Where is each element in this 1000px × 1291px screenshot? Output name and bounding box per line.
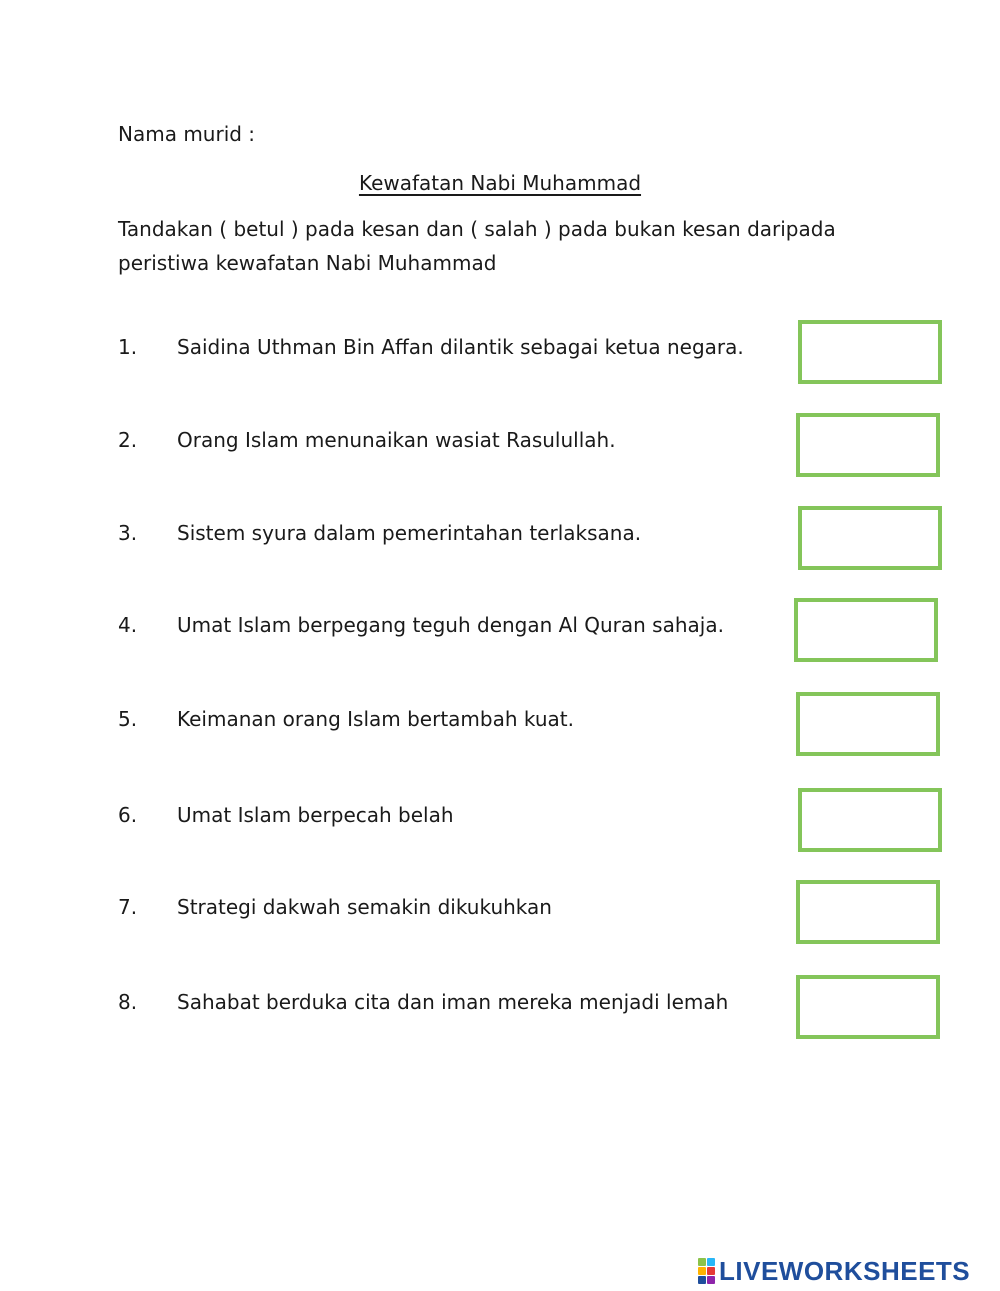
question-number: 1. [118,335,138,359]
answer-box-4[interactable] [794,598,938,662]
question-row-5 [0,692,1000,756]
answer-box-3[interactable] [798,506,942,570]
question-row-4 [0,598,1000,662]
question-row-1 [0,320,1000,384]
instruction-text: Tandakan ( betul ) pada kesan dan ( salah ) pada bukan kesan daripada peristiwa kewafatan Nabi Muhammad [118,217,836,275]
question-number: 3. [118,521,138,545]
answer-box-1[interactable] [798,320,942,384]
answer-box-2[interactable] [796,413,940,477]
question-row-2 [0,413,1000,477]
question-number: 6. [118,803,138,827]
question-row-8 [0,975,1000,1039]
answer-box-8[interactable] [796,975,940,1039]
question-row-7 [0,880,1000,944]
liveworksheets-logo [698,1254,970,1288]
question-text: Strategi dakwah semakin dikukuhkan [177,895,552,919]
question-row-3 [0,506,1000,570]
liveworksheets-logo-text: LIVEWORKSHEETS [719,1255,971,1286]
question-text: Umat Islam berpegang teguh dengan Al Quran sahaja. [177,613,724,637]
question-text: Orang Islam menunaikan wasiat Rasulullah. [177,428,616,452]
answer-box-5[interactable] [796,692,940,756]
question-text: Umat Islam berpecah belah [177,803,454,827]
question-row-6 [0,788,1000,852]
question-text: Keimanan orang Islam bertambah kuat. [177,707,574,731]
question-number: 4. [118,613,138,637]
liveworksheets-logo-icon [698,1258,715,1284]
question-number: 2. [118,428,138,452]
question-number: 8. [118,990,138,1014]
question-text: Sahabat berduka cita dan iman mereka menjadi lemah [177,990,729,1014]
question-text: Sistem syura dalam pemerintahan terlaksana. [177,521,642,545]
question-text: Saidina Uthman Bin Affan dilantik sebagai ketua negara. [177,335,744,359]
question-number: 5. [118,707,138,731]
answer-box-6[interactable] [798,788,942,852]
question-number: 7. [118,895,138,919]
answer-box-7[interactable] [796,880,940,944]
worksheet-title: Kewafatan Nabi Muhammad [358,171,642,195]
student-name-label: Nama murid : [118,122,256,146]
